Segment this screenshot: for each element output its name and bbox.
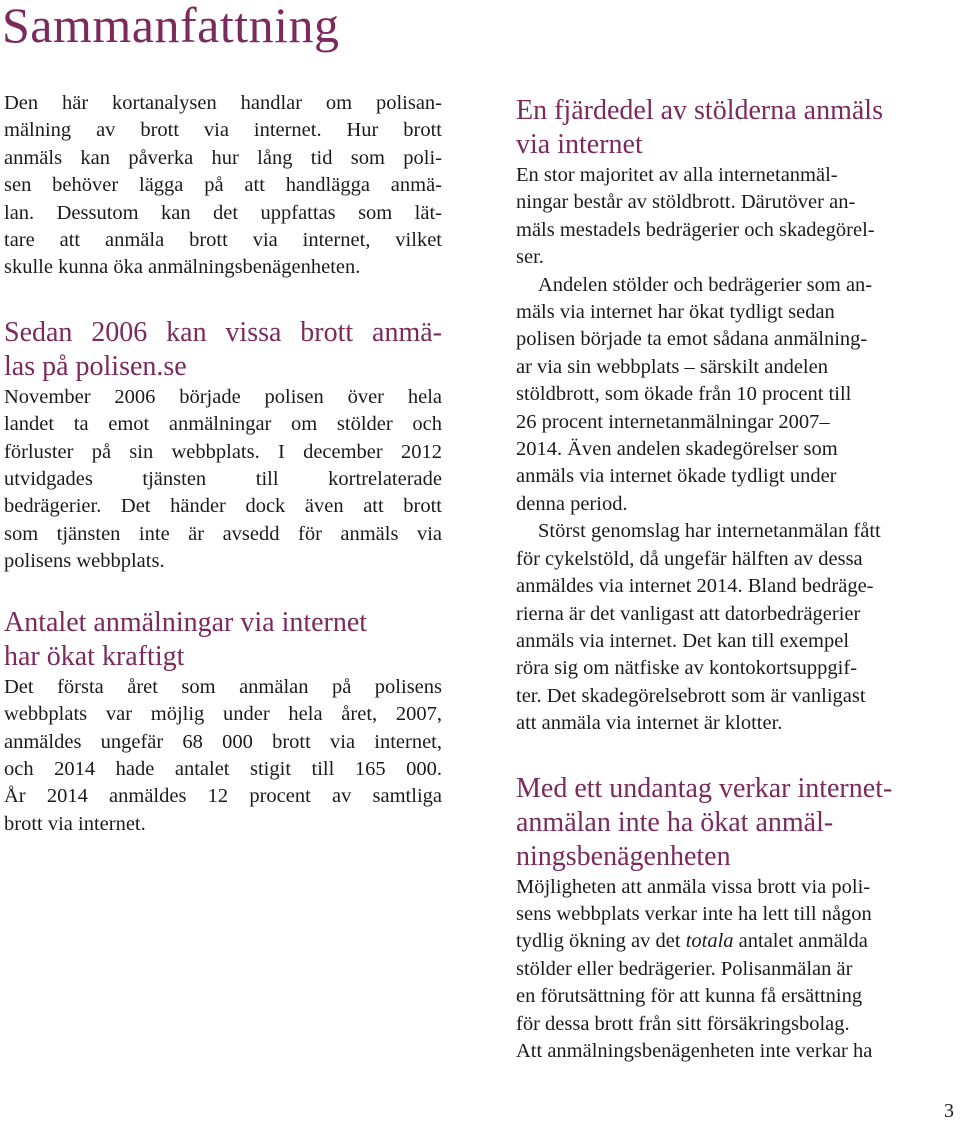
text-line: sen behöver lägga på att handlägga anmä- [4,174,442,197]
body-paragraph [4,674,442,838]
emphasis-text: totala [685,930,734,953]
intro-paragraph [4,90,442,282]
text-line: anmäls via internet. Det kan till exempel [516,629,850,652]
text-line: ningar består av stöldbrott. Därutöver an- [516,191,856,214]
body-paragraph [516,272,954,519]
heading-line: via internet [516,129,643,160]
text-line: denna period. [516,492,628,515]
text-line: som tjänsten inte är avsedd för anmäls via [4,522,442,545]
text-line: Störst genomslag har internetanmälan fått [538,520,881,543]
text-line: Möjligheten att anmäla vissa brott via poli- [516,875,871,898]
text-line: utvidgades tjänsten till kortrelaterade [4,468,442,491]
text-fragment: tydlig ökning av det [516,930,686,953]
page-title: Sammanfattning [2,0,340,53]
text-line: Andelen stölder och bedrägerier som an- [538,273,873,296]
text-line: bedrägerier. Det händer dock även att brott [4,495,442,518]
text-line [516,928,954,955]
section-heading [516,94,954,162]
text-line: Den här kortanalysen handlar om polisan- [4,92,442,114]
page-number: 3 [944,1100,954,1122]
text-line: anmäldes ungefär 68 000 brott via internet, [4,730,442,753]
text-line: röra sig om nätfiske av kontokortsuppgif- [516,657,858,680]
text-line: skulle kunna öka anmälningsbenägenheten. [4,256,361,279]
text-line: mälning av brott via internet. Hur brott [4,119,442,142]
text-line: webbplats var möjlig under hela året, 2007, [4,703,442,726]
text-line: mäls via internet har ökat tydligt sedan [516,301,835,324]
text-line: att anmäla via internet är klotter. [516,712,783,735]
text-line: anmäls kan påverka hur lång tid som poli- [4,146,442,169]
text-line: polisen började ta emot sådana anmälning- [516,328,868,351]
heading-line: Med ett undantag verkar internet- [516,772,893,804]
text-line: sens webbplats verkar inte ha lett till någon [516,902,872,925]
body-paragraph [516,162,954,272]
heading-line: Antalet anmälningar via internet [4,606,368,638]
text-line: 26 procent internetanmälningar 2007– [516,410,830,433]
text-line: stölder eller bedrägerier. Polisanmälan är [516,957,853,980]
right-column [516,90,954,1065]
heading-line: Sedan 2006 kan vissa brott anmä- [4,316,442,348]
text-line: mäls mestadels bedrägerier och skadegörel- [516,218,875,241]
body-paragraph [516,874,954,1066]
text-line: 2014. Även andelen skadegörelser som [516,438,838,461]
heading-line: ningsbenägenheten [516,840,731,872]
text-line: polisens webbplats. [4,550,165,573]
text-line: November 2006 började polisen över hela [4,385,442,408]
section-heading [516,772,954,874]
text-line: Det första året som anmälan på polisens [4,675,442,698]
left-column [4,90,442,838]
text-line: lan. Dessutom kan det uppfattas som lät- [4,201,442,224]
body-paragraph [516,518,954,737]
text-line: och 2014 hade antalet stigit till 165 000. [4,757,442,780]
text-line: en förutsättning för att kunna få ersättning [516,985,863,1008]
section-heading [4,606,442,674]
text-line: för dessa brott från sitt försäkringsbolag. [516,1012,850,1035]
text-line: ar via sin webbplats – särskilt andelen [516,355,828,378]
text-line: förluster på sin webbplats. I december 2012 [4,440,442,463]
heading-line: anmälan inte ha ökat anmäl- [516,806,834,838]
text-line: År 2014 anmäldes 12 procent av samtliga [4,785,442,808]
section-heading [4,316,442,384]
text-line: stöldbrott, som ökade från 10 procent till [516,383,852,406]
text-fragment: antalet anmälda [733,930,868,953]
text-line: anmäldes via internet 2014. Bland bedräge- [516,575,874,598]
text-line: för cykelstöld, då ungefär hälften av dessa [516,547,863,570]
text-line: landet ta emot anmälningar om stölder och [4,413,442,436]
heading-line: har ökat kraftigt [4,640,185,672]
text-line: Att anmälningsbenägenheten inte verkar ha [516,1039,873,1062]
text-line: ter. Det skadegörelsebrott som är vanligast [516,684,866,707]
body-paragraph [4,384,442,576]
text-line: En stor majoritet av alla internetanmäl- [516,164,838,186]
text-line: anmäls via internet ökade tydligt under [516,465,837,488]
text-line: tare att anmäla brott via internet, vilket [4,229,442,252]
text-line: brott via internet. [4,812,146,835]
heading-line: En fjärdedel av stölderna anmäls [516,95,883,126]
heading-line: las på polisen.se [4,350,187,382]
text-line: rierna är det vanligast att datorbedrägerier [516,602,861,625]
text-line: ser. [516,246,544,269]
